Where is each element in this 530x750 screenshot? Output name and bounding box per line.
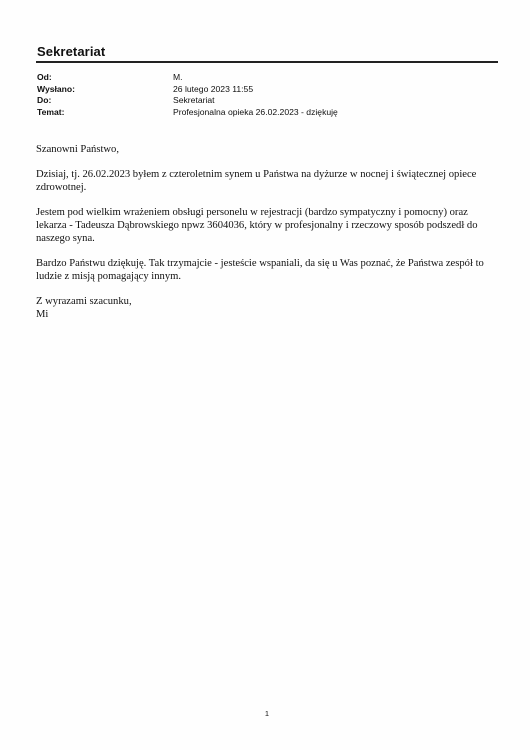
paragraph-line: Dzisiaj, tj. 26.02.2023 byłem z czteroletnim synem u Państwa na dyżurze w nocnej i świątecznej opiece (36, 169, 477, 180)
sent-label: Wysłano: (37, 83, 76, 94)
subject-label: Temat: (37, 106, 65, 117)
page-number: 1 (264, 709, 270, 718)
header-divider (36, 61, 498, 63)
paragraph-thanks (36, 257, 498, 283)
paragraph-staff (36, 206, 498, 245)
paragraph-visit (36, 168, 498, 194)
sent-value: 26 lutego 2023 11:55 (173, 83, 254, 94)
mailbox-title: Sekretariat (37, 44, 106, 59)
paragraph-line: Bardzo Państwu dziękuję. Tak trzymajcie - jesteście wspaniali, da się u Was poznać, że Państwa zespół to (36, 258, 484, 269)
from-value: M. (173, 72, 183, 82)
subject-value: Profesjonalna opieka 26.02.2023 - dziękuję (173, 106, 338, 117)
paragraph-line: Jestem pod wielkim wrażeniem obsługi personelu w rejestracji (bardzo sympatyczny i pomocny) oraz (36, 207, 468, 218)
closing-phrase: Z wyrazami szacunku, (36, 296, 132, 307)
paragraph-line: naszego syna. (36, 233, 95, 244)
signature: Mi (36, 309, 49, 320)
closing-block (36, 295, 498, 321)
to-label: Do: (37, 95, 52, 105)
to-value: Sekretariat (173, 95, 215, 105)
from-label: Od: (37, 72, 52, 82)
paragraph-line: ludzie z misją pomagający innym. (36, 271, 182, 282)
email-body (36, 143, 498, 333)
paragraph-line: zdrowotnej. (36, 182, 87, 193)
greeting: Szanowni Państwo, (36, 144, 119, 155)
paragraph-line: lekarza - Tadeusza Dąbrowskiego npwz 3604036, który w profesjonalny i rzeczowy sposób podszedł do (36, 220, 478, 231)
